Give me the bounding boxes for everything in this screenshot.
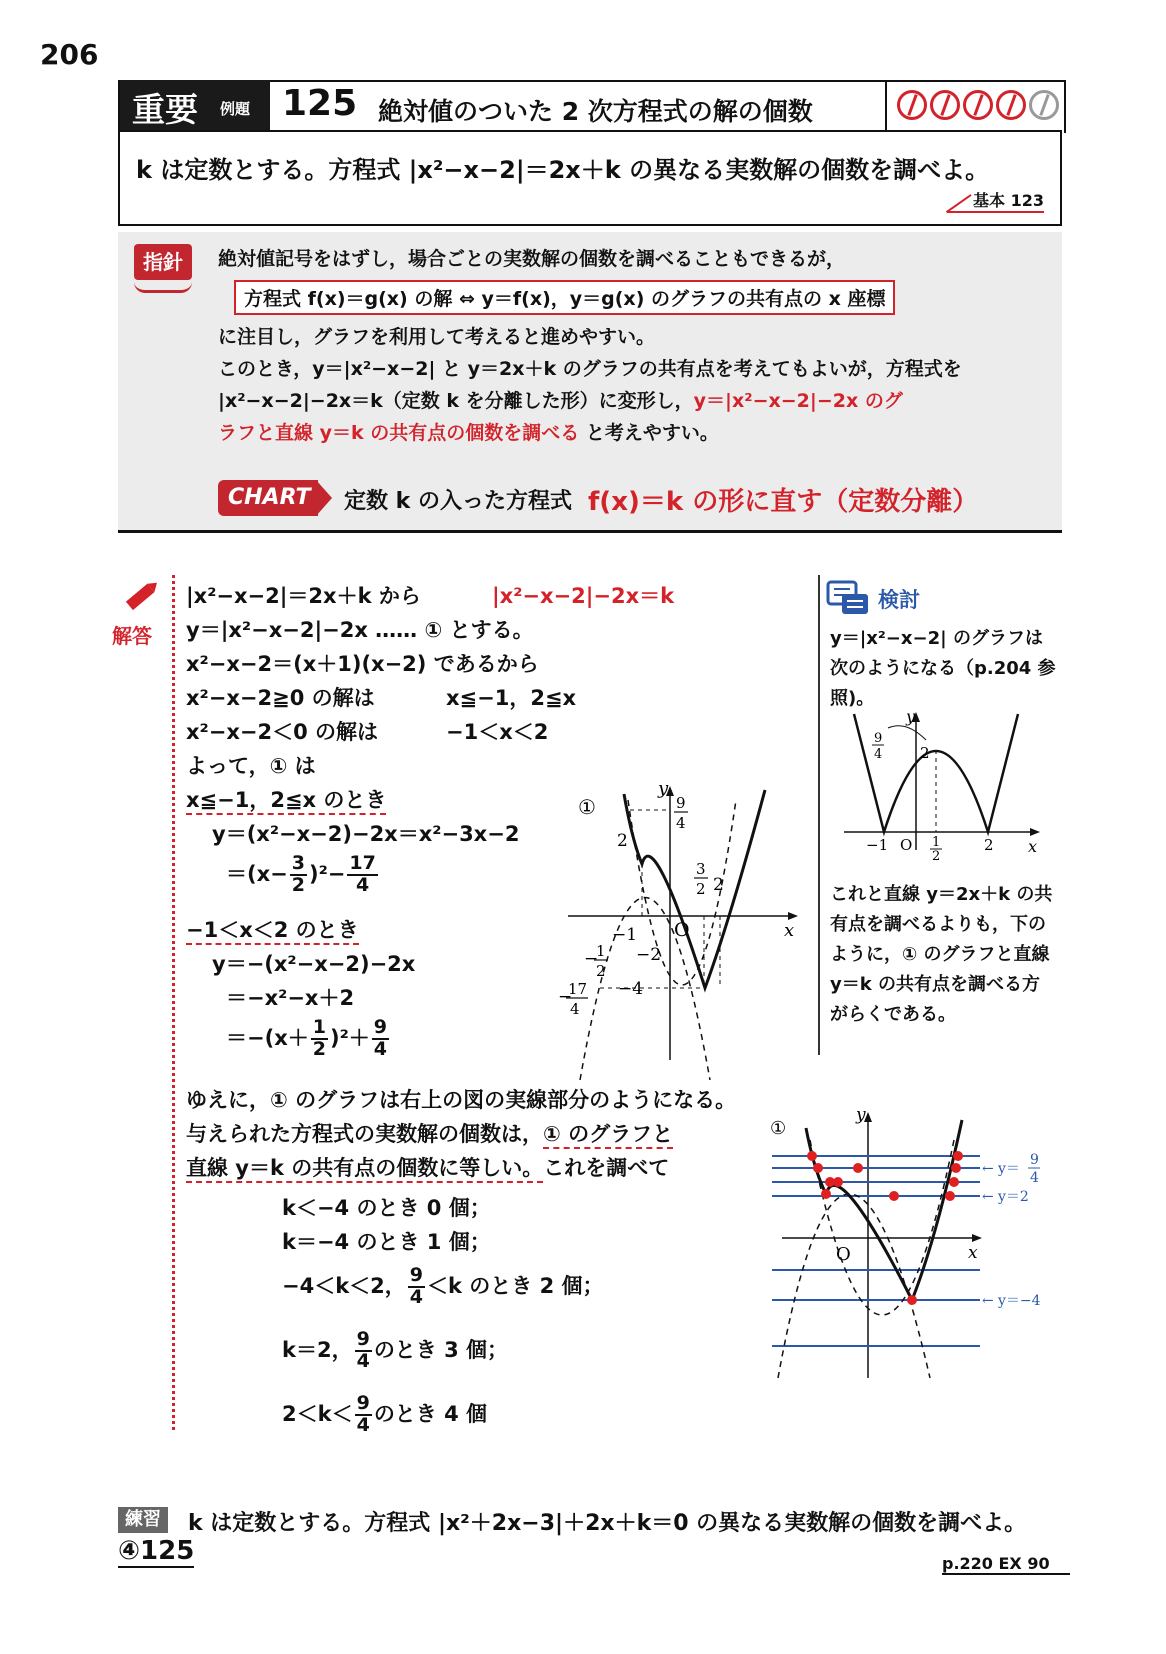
horizontal-k-lines [772,1156,980,1346]
result-line: k＜−4 のとき 0 個； [282,1196,491,1220]
intersection-dot [889,1191,899,1201]
tick-label: 2 [617,831,628,851]
label-den: 2 [596,962,606,980]
answer-line: −1＜x＜2 [446,720,549,744]
case-heading [186,914,359,944]
fraction [355,1394,372,1436]
guideline-line: に注目し，グラフを利用して考えると進めやすい。 [218,326,656,348]
consideration-line: y＝|x²−x−2| のグラフは [830,628,1043,649]
result-text: 2＜k＜ [282,1401,353,1426]
result-line [282,1394,487,1436]
y-axis-label: y [658,778,669,799]
chart-arrow-icon [316,480,332,516]
label-num: 1 [932,835,941,850]
answer-line [226,854,380,896]
numerator: 9 [373,1016,388,1038]
guideline-text: と考えやすい。 [585,422,719,444]
label-num: 9 [874,731,883,746]
problem-box [118,130,1062,226]
chat-icon [826,580,872,620]
difficulty-icon [897,90,927,120]
intersection-dot [807,1151,817,1161]
solid-graph [806,1120,962,1300]
answer-line: |x²−x−2|＝2x＋k から [186,584,421,608]
important-badge-sub: 例題 [220,100,251,118]
result-text: のとき 3 個； [373,1337,509,1362]
expr-part: ＝(x− [226,861,288,886]
fraction [408,1266,425,1308]
fraction [347,854,377,896]
important-badge-main: 重要 [132,90,198,129]
denominator: 2 [312,1037,326,1060]
fraction [355,1330,372,1372]
answer-line: y＝|x²−x−2|−2x …… ① とする。 [186,618,534,642]
intersection-points [807,1151,963,1305]
answer-line-highlight: |x²−x−2|−2x＝k [492,584,675,608]
label-den: 2 [932,849,941,864]
intersection-dot [951,1163,961,1173]
label-den: 4 [874,747,883,762]
label-num: 17 [568,980,588,998]
answer-key-text: 直線 y＝k の共有点の個数に等しい。 [186,1156,543,1183]
label-num: 3 [696,860,706,878]
tick-label: 2 [713,875,724,895]
fraction [290,854,307,896]
consideration-divider [818,575,820,1055]
consideration-title: 検討 [878,588,920,612]
result-text: のとき 4 個 [373,1401,488,1426]
line-label: y＝ [998,1161,1020,1177]
y-axis-label: y [906,707,916,726]
label-num: 1 [596,942,606,960]
answer-text: 与えられた方程式の実数解の個数は， [186,1122,543,1146]
answer-line: x≦−1，2≦x [446,686,577,710]
answer-line: x²−x−2＜0 の解は [186,720,379,744]
case-heading-text: −1＜x＜2 のとき [186,918,359,945]
denominator: 4 [356,1349,370,1372]
label-den: 4 [1030,1170,1039,1186]
tick-label: −2 [636,945,662,965]
difficulty-rating [885,82,1063,130]
difficulty-icon [996,90,1026,120]
intersection-dot [907,1295,917,1305]
intersection-dot [953,1151,963,1161]
graph-circle-label: ① [578,795,596,819]
tick-label: −1 [866,836,889,854]
exercise-text: k は定数とする。方程式 |x²＋2x−3|＋2x＋k＝0 の異なる実数解の個数を調べよ。 [188,1511,1027,1536]
origin-label: O [674,919,690,941]
numerator: 9 [409,1264,424,1286]
result-line: k＝−4 のとき 1 個； [282,1230,491,1254]
label-den: 4 [676,814,686,832]
guideline-line: 絶対値記号をはずし，場合ごとの実数解の個数を調べることもできるが， [218,248,846,270]
difficulty-icon [963,90,993,120]
arrow-left-icon: ← [982,1161,994,1177]
denominator: 4 [356,1413,370,1436]
consideration-line: ように，① のグラフと直線 [830,944,1050,965]
guideline-line [218,418,719,445]
label-den: 2 [696,880,706,898]
consideration-line: y＝k の共有点を調べる方 [830,974,1040,995]
graph-abs-parabola [840,707,1050,864]
tick-label: −4 [618,979,644,999]
difficulty-icon-empty [1029,90,1059,120]
chart-key-point: f(x)＝k の形に直す（定数分離） [588,487,979,517]
label-num: 9 [676,794,686,812]
case-heading-text: x≦−1，2≦x のとき [186,788,386,815]
fraction [311,1018,328,1060]
consideration-line: 照)。 [830,688,875,709]
graph-intersections [770,1105,1066,1380]
line-label: y＝−4 [998,1293,1041,1309]
intersection-dot [853,1163,863,1173]
consideration-line: これと直線 y＝2x＋k の共 [830,884,1053,905]
origin-label: O [900,836,913,854]
k-line-labels [982,1152,1041,1309]
example-number: 125 [282,83,358,124]
numerator: 3 [291,852,305,874]
page-number: 206 [40,38,99,71]
numerator: 1 [312,1016,326,1038]
basic-reference-text: 基本 123 [973,191,1044,210]
numerator: 9 [356,1328,370,1350]
book-icon [134,282,192,293]
x-axis-label: x [968,1243,978,1263]
guideline-line: このとき，y＝|x²−x−2| と y＝2x＋k のグラフの共有点を考えてもよいが，方程式を [218,358,962,380]
case-heading [186,784,386,814]
label-sign: − [584,949,599,969]
expr-part: )²＋ [329,1025,370,1050]
arrow-left-icon: ← [982,1293,994,1309]
guideline-key-point: 方程式 f(x)＝g(x) の解 ⇔ y＝f(x)，y＝g(x) のグラフの共有点の x 座標 [234,280,895,315]
expr-part: ＝−(x＋ [226,1025,309,1050]
answer-line [186,1152,669,1182]
guideline-highlight: y＝|x²−x−2|−2x のグ [693,390,903,412]
x-axis-label: x [1028,837,1038,856]
tick-label: −1 [612,925,638,945]
consideration-line: 有点を調べるよりも，下の [830,914,1046,935]
result-text: k＝2， [282,1337,353,1362]
answer-label: 解答 [112,624,152,648]
graph-circle-label: ① [770,1118,787,1139]
answer-line: よって，① は [186,754,316,778]
reference-slash-icon [946,194,972,213]
consideration-line: がらくである。 [830,1004,956,1025]
fraction [372,1018,389,1060]
denominator: 4 [356,873,370,896]
guideline-highlight: ラフと直線 y＝k の共有点の個数を調べる [218,422,580,444]
origin-label: O [836,1244,851,1265]
graph-equation-1 [560,780,810,1080]
exercise-number: ④125 [118,1536,195,1566]
y-axis-label: y [856,1105,866,1125]
answer-divider [172,575,175,1430]
expr-part: )²− [308,861,346,886]
numerator: 17 [349,852,376,874]
denominator: 4 [409,1285,424,1308]
answer-line: y＝−(x²−x−2)−2x [212,952,416,976]
dashed-parabola-a [778,1194,930,1378]
label-num: 9 [1030,1152,1039,1168]
pencil-icon [120,576,164,616]
guideline-badge: 指針 [134,244,192,280]
exercise-reference: p.220 EX 90 [942,1554,1070,1575]
tick-label: 2 [920,744,930,762]
guideline-box [118,232,1062,533]
label-sign: − [558,987,573,1007]
exercise-label: 練習 [118,1507,168,1533]
intersection-dot [833,1177,843,1187]
chart-text: 定数 k の入った方程式 [344,489,572,514]
answer-line: x²−x−2≧0 の解は [186,686,375,710]
x-axis-label: x [784,920,795,941]
result-line [282,1266,604,1308]
numerator: 9 [356,1392,370,1414]
intersection-dot [821,1189,831,1199]
example-title: 絶対値のついた 2 次方程式の解の個数 [378,97,813,126]
line-label: y＝2 [998,1189,1029,1205]
intersection-dot [813,1163,823,1173]
denominator: 4 [373,1037,388,1060]
tick-label: 2 [984,836,994,854]
denominator: 2 [291,873,305,896]
dashed-parabola-a [580,898,710,1081]
result-text: ＜k のとき 2 個； [427,1273,604,1298]
guideline-line [218,386,903,413]
consideration-line: 次のようになる（p.204 参 [830,658,1056,679]
answer-text: これを調べて [543,1156,670,1180]
answer-line: ゆえに，① のグラフは右上の図の実線部分のようになる。 [186,1088,737,1112]
answer-line [186,1118,673,1148]
guideline-text: |x²−x−2|−2x＝k（定数 k を分離した形）に変形し， [218,390,694,412]
basic-reference [947,188,1044,213]
result-text: −4＜k＜2， [282,1273,406,1298]
answer-line [226,1018,391,1060]
answer-line: ＝−x²−x＋2 [226,986,355,1010]
intersection-dot [945,1191,955,1201]
label-den: 4 [570,1000,580,1018]
result-line [282,1330,508,1372]
problem-text: k は定数とする。方程式 |x²−x−2|＝2x＋k の異なる実数解の個数を調べよ。 [136,156,990,184]
answer-line: y＝(x²−x−2)−2x＝x²−3x−2 [212,822,520,846]
arrow-left-icon: ← [982,1189,994,1205]
important-badge [120,80,270,130]
answer-line: x²−x−2＝(x＋1)(x−2) であるから [186,652,539,676]
chart-badge: CHART [218,480,318,516]
difficulty-icon [930,90,960,120]
intersection-dot [949,1177,959,1187]
answer-key-text: ① のグラフと [543,1122,673,1149]
